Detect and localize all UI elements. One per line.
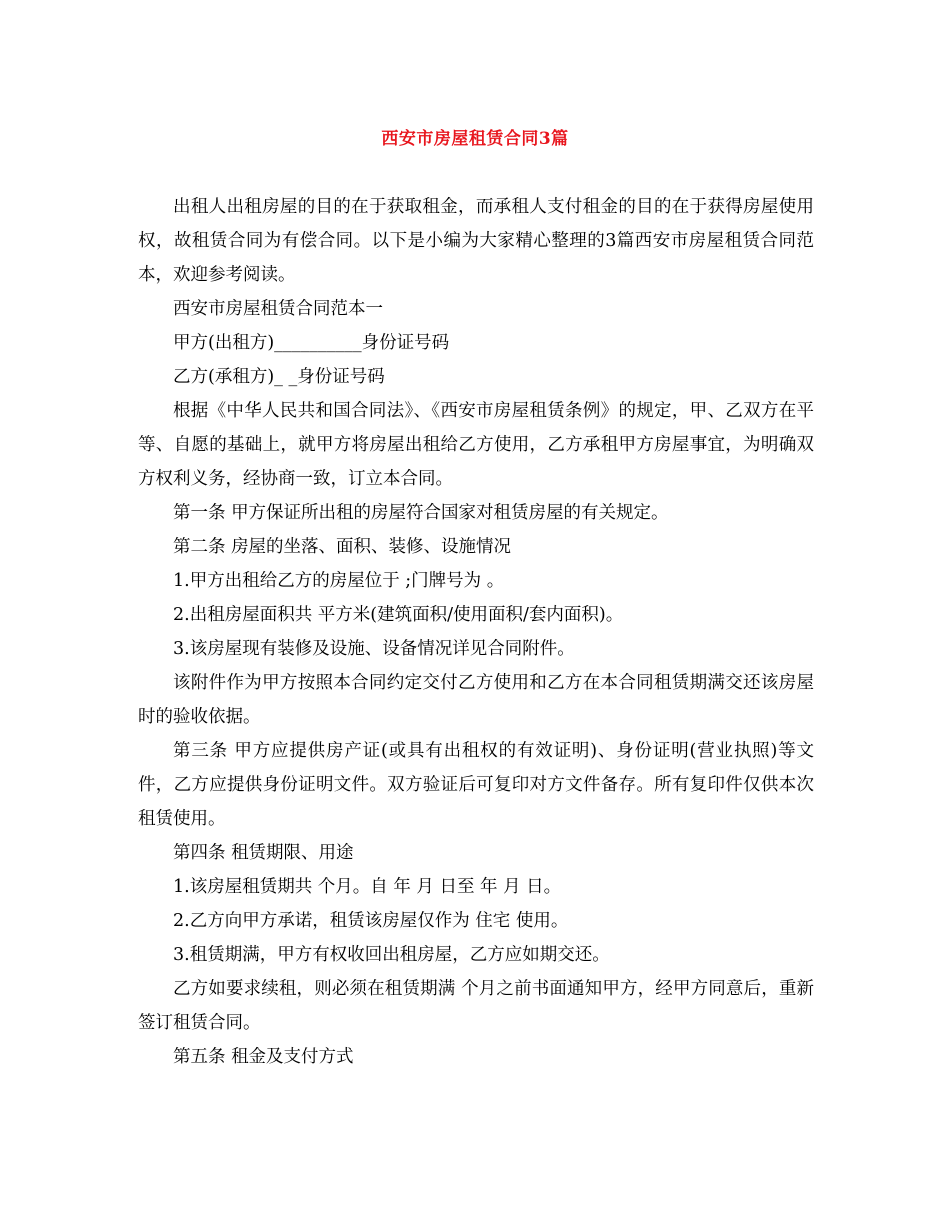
- paragraph-article-2: 第二条 房屋的坐落、面积、装修、设施情况: [173, 537, 512, 557]
- paragraph-article-2-item-2: 2.出租房屋面积共 平方米(建筑面积/使用面积/套内面积)。: [173, 605, 624, 625]
- paragraph-template-heading: 西安市房屋租赁合同范本一: [173, 299, 383, 319]
- paragraph-article-2-item-1: 1.甲方出租给乙方的房屋位于 ;门牌号为 。: [173, 571, 505, 591]
- paragraph-attachment-note: 该附件作为甲方按照本合同约定交付乙方使用和乙方在本合同租赁期满交还该房屋时的验收依据。: [138, 673, 814, 727]
- document-title: 西安市房屋租赁合同3篇: [381, 129, 569, 149]
- paragraph-intro: 出租人出租房屋的目的在于获取租金，而承租人支付租金的目的在于获得房屋使用权，故租赁合同为有偿合同。以下是小编为大家精心整理的3篇西安市房屋租赁合同范本，欢迎参考阅读。: [138, 197, 814, 285]
- paragraph-party-a: 甲方(出租方)__________身份证号码: [173, 333, 450, 353]
- document-body: [138, 190, 814, 1074]
- paragraph-party-b: 乙方(承租方)_ _身份证号码: [173, 367, 385, 387]
- paragraph-article-4-item-1: 1.该房屋租赁期共 个月。自 年 月 日至 年 月 日。: [173, 877, 562, 897]
- paragraph-article-4-item-2: 2.乙方向甲方承诺，租赁该房屋仅作为 住宅 使用。: [173, 911, 569, 931]
- paragraph-article-4: 第四条 租赁期限、用途: [173, 843, 354, 863]
- paragraph-preamble: 根据《中华人民共和国合同法》、《西安市房屋租赁条例》的规定，甲、乙双方在平等、自愿的基础上，就甲方将房屋出租给乙方使用，乙方承租甲方房屋事宜，为明确双方权利义务，经协商一致，订立本合同。: [138, 401, 814, 489]
- paragraph-article-2-item-3: 3.该房屋现有装修及设施、设备情况详见合同附件。: [173, 639, 575, 659]
- paragraph-article-1: 第一条 甲方保证所出租的房屋符合国家对租赁房屋的有关规定。: [173, 503, 669, 523]
- paragraph-article-3: 第三条 甲方应提供房产证(或具有出租权的有效证明)、身份证明(营业执照)等文件，乙方应提供身份证明文件。双方验证后可复印对方文件备存。所有复印件仅供本次租赁使用。: [138, 741, 814, 829]
- paragraph-article-5: 第五条 租金及支付方式: [173, 1047, 354, 1067]
- paragraph-article-4-item-3: 3.租赁期满，甲方有权收回出租房屋，乙方应如期交还。: [173, 945, 610, 965]
- paragraph-renewal: 乙方如要求续租，则必须在租赁期满 个月之前书面通知甲方，经甲方同意后，重新签订租赁合同。: [138, 979, 814, 1033]
